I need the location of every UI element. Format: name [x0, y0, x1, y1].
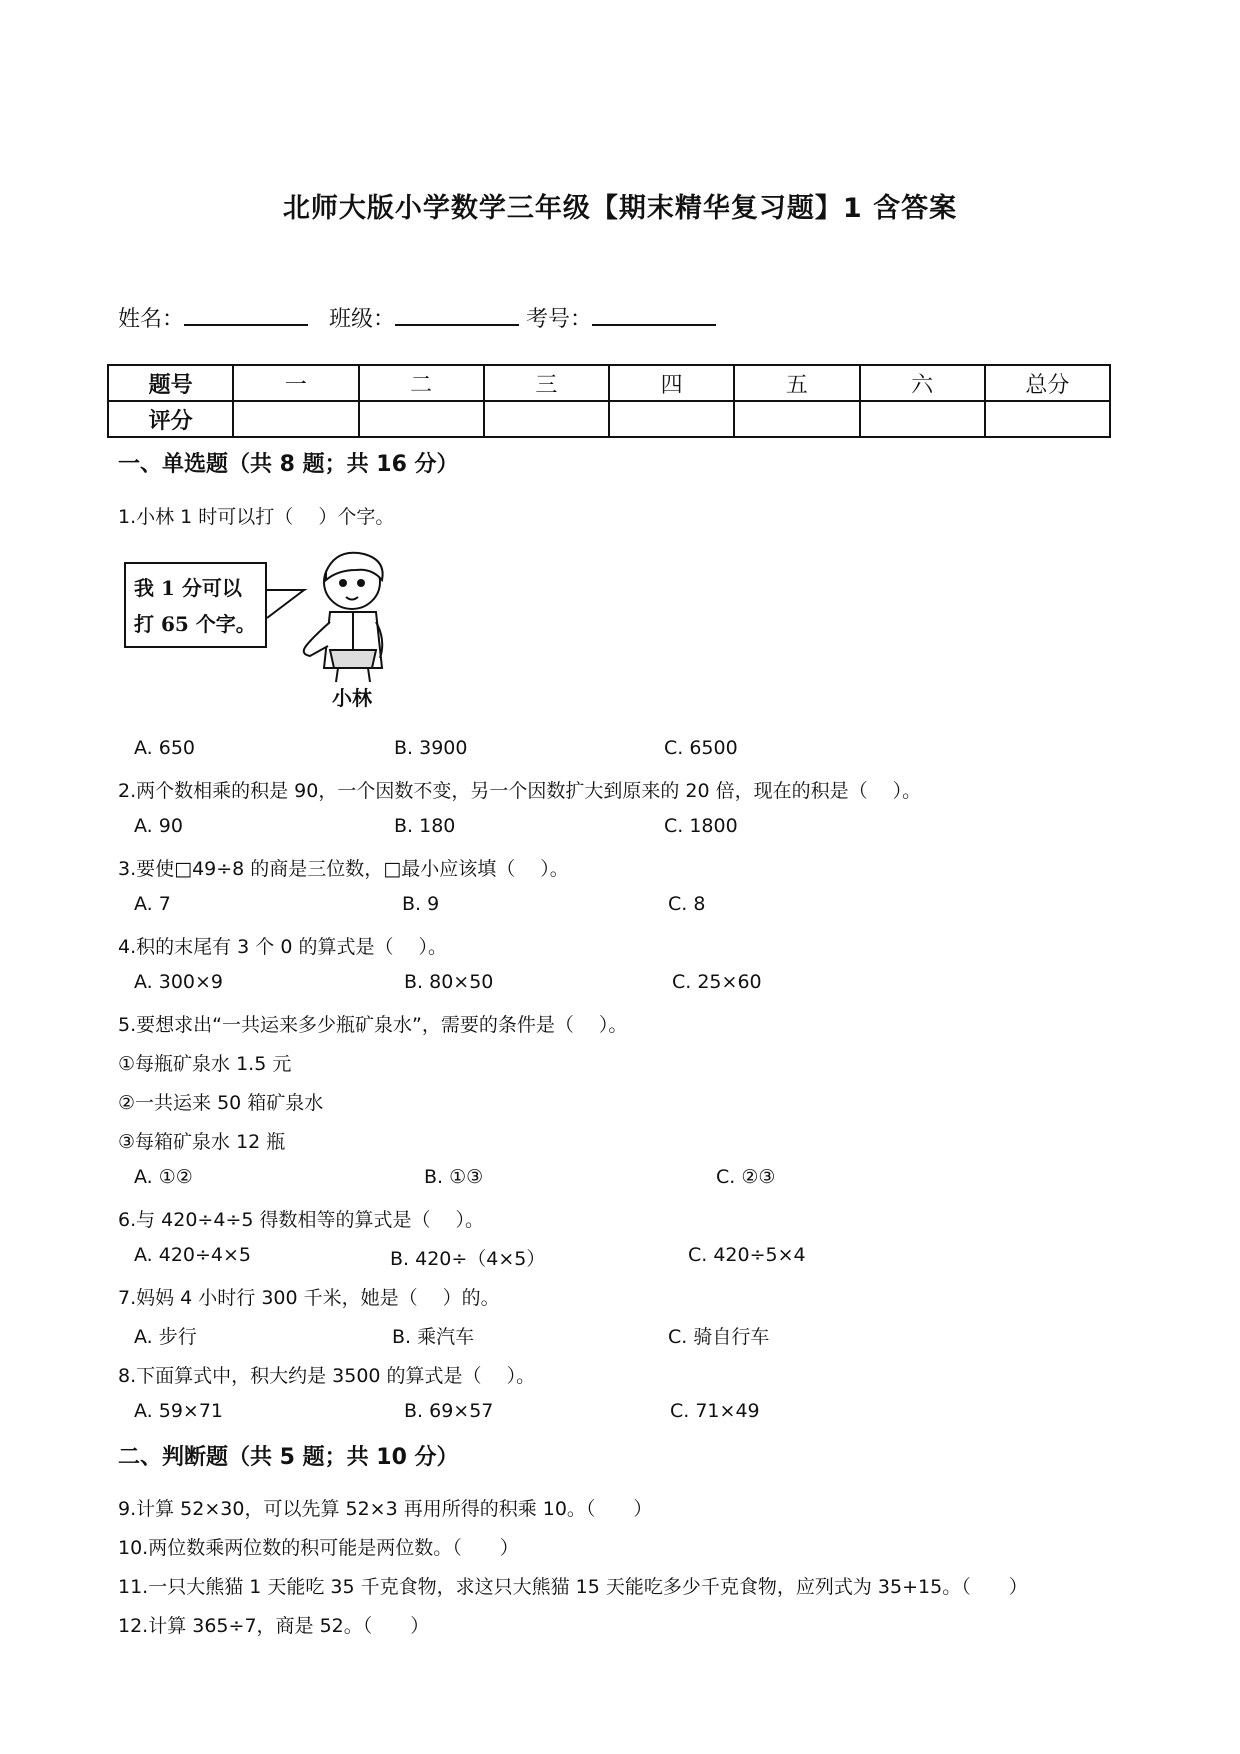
- question-2-text: 2.两个数相乘的积是 90，一个因数不变，另一个因数扩大到原来的 20 倍，现在的积是（ ）。: [118, 780, 922, 802]
- exam-id-blank: [592, 306, 716, 326]
- question-5-option-b[interactable]: B. ①③: [424, 1166, 484, 1188]
- score-input-cell[interactable]: [734, 401, 859, 437]
- score-table-cell: 六: [860, 365, 985, 401]
- score-input-cell[interactable]: [484, 401, 609, 437]
- question-7-text: 7.妈妈 4 小时行 300 千米，她是（ ）的。: [118, 1287, 500, 1309]
- question-12-text: 12.计算 365÷7，商是 52。（ ）: [118, 1615, 430, 1637]
- question-6-option-c[interactable]: C. 420÷5×4: [688, 1244, 806, 1266]
- boy-name-label: 小林: [332, 686, 372, 710]
- question-7-option-c[interactable]: C. 骑自行车: [668, 1326, 770, 1348]
- question-11-text: 11.一只大熊猫 1 天能吃 35 千克食物，求这只大熊猫 15 天能吃多少千克食物，应列式为 35+15。（ ）: [118, 1576, 1028, 1598]
- question-6-option-a[interactable]: A. 420÷4×5: [134, 1244, 252, 1266]
- question-1-illustration: [124, 550, 414, 720]
- section-heading-true-false: 二、判断题（共 5 题；共 10 分）: [118, 1445, 459, 1470]
- score-table-cell: 题号: [108, 365, 233, 401]
- question-2-option-b[interactable]: B. 180: [394, 815, 456, 837]
- score-table-header-row: [108, 365, 1110, 401]
- question-5-condition-1: ①每瓶矿泉水 1.5 元: [118, 1053, 292, 1075]
- question-3-text: 3.要使□49÷8 的商是三位数，□最小应该填（ ）。: [118, 858, 569, 880]
- score-table: [107, 364, 1111, 438]
- question-5-condition-3: ③每箱矿泉水 12 瓶: [118, 1131, 286, 1153]
- question-4-option-b[interactable]: B. 80×50: [404, 971, 494, 993]
- question-4-text: 4.积的末尾有 3 个 0 的算式是（ ）。: [118, 936, 448, 958]
- question-2-option-a[interactable]: A. 90: [134, 815, 183, 837]
- question-3-option-a[interactable]: A. 7: [134, 893, 171, 915]
- question-6-text: 6.与 420÷4÷5 得数相等的算式是（ ）。: [118, 1209, 485, 1231]
- question-8-text: 8.下面算式中，积大约是 3500 的算式是（ ）。: [118, 1365, 536, 1387]
- question-8-option-c[interactable]: C. 71×49: [670, 1400, 760, 1422]
- score-table-cell: 总分: [985, 365, 1110, 401]
- score-input-cell[interactable]: [860, 401, 985, 437]
- score-table-cell: 四: [609, 365, 734, 401]
- question-6-option-b[interactable]: B. 420÷（4×5）: [390, 1248, 546, 1270]
- section-heading-single-choice: 一、单选题（共 8 题；共 16 分）: [118, 452, 459, 477]
- question-1-option-b[interactable]: B. 3900: [394, 737, 468, 759]
- question-2-option-c[interactable]: C. 1800: [664, 815, 738, 837]
- score-table-cell: 五: [734, 365, 859, 401]
- class-blank: [395, 306, 519, 326]
- exam-id-label: 考号：: [526, 307, 593, 332]
- question-5-text: 5.要想求出“一共运来多少瓶矿泉水”，需要的条件是（ ）。: [118, 1014, 628, 1036]
- question-5-option-c[interactable]: C. ②③: [716, 1166, 776, 1188]
- student-info-row: [118, 302, 716, 333]
- score-table-score-row: [108, 401, 1110, 437]
- question-3-option-c[interactable]: C. 8: [668, 893, 706, 915]
- score-input-cell[interactable]: [985, 401, 1110, 437]
- question-1-text: 1.小林 1 时可以打（ ）个字。: [118, 506, 395, 528]
- document-title: 北师大版小学数学三年级【期末精华复习题】1 含答案: [282, 193, 958, 224]
- name-blank: [184, 306, 308, 326]
- score-table-cell: 一: [233, 365, 358, 401]
- question-7-option-a[interactable]: A. 步行: [134, 1326, 197, 1348]
- score-table-cell: 二: [359, 365, 484, 401]
- score-row-label: 评分: [108, 401, 233, 437]
- question-4-option-c[interactable]: C. 25×60: [672, 971, 762, 993]
- question-5-option-a[interactable]: A. ①②: [134, 1166, 193, 1188]
- question-8-option-a[interactable]: A. 59×71: [134, 1400, 224, 1422]
- speech-bubble-line-1: 我 1 分可以: [134, 576, 242, 600]
- question-9-text: 9.计算 52×30，可以先算 52×3 再用所得的积乘 10。（ ）: [118, 1498, 653, 1520]
- class-label: 班级：: [329, 307, 396, 332]
- score-input-cell[interactable]: [359, 401, 484, 437]
- question-7-option-b[interactable]: B. 乘汽车: [392, 1326, 475, 1348]
- question-1-option-a[interactable]: A. 650: [134, 737, 196, 759]
- name-label: 姓名：: [118, 307, 185, 332]
- question-1-option-c[interactable]: C. 6500: [664, 737, 738, 759]
- speech-bubble-line-2: 打 65 个字。: [134, 612, 256, 636]
- score-input-cell[interactable]: [233, 401, 358, 437]
- question-5-condition-2: ②一共运来 50 箱矿泉水: [118, 1092, 324, 1114]
- question-8-option-b[interactable]: B. 69×57: [404, 1400, 494, 1422]
- question-3-option-b[interactable]: B. 9: [402, 893, 440, 915]
- question-4-option-a[interactable]: A. 300×9: [134, 971, 224, 993]
- question-10-text: 10.两位数乘两位数的积可能是两位数。（ ）: [118, 1537, 519, 1559]
- score-input-cell[interactable]: [609, 401, 734, 437]
- score-table-cell: 三: [484, 365, 609, 401]
